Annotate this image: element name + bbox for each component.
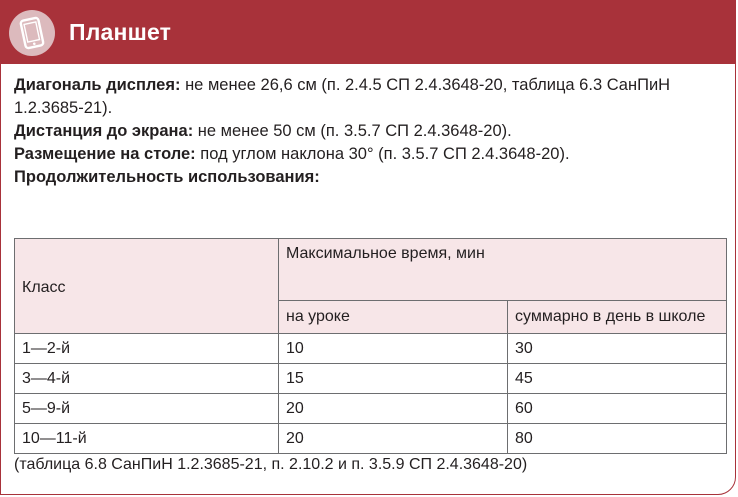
card-content [1,64,735,189]
diagonal-line [14,74,735,120]
duration-table [14,238,727,454]
table-row [15,364,727,394]
table-row [15,394,727,424]
card-title: Планшет [69,19,172,45]
distance-line [14,120,735,143]
cell-class: 5—9-й [15,394,279,424]
cell-lesson: 20 [279,424,508,454]
header-day: суммарно в день в школе [508,301,727,334]
cell-day: 30 [508,334,727,364]
distance-text: не менее 50 см (п. 3.5.7 СП 2.4.3648-20). [193,122,512,140]
cell-lesson: 10 [279,334,508,364]
header-class: Класс [15,239,279,334]
distance-label: Дистанция до экрана: [14,122,194,140]
cell-day: 60 [508,394,727,424]
footnote: (таблица 6.8 СанПиН 1.2.3685-21, п. 2.10.2 и п. 3.5.9 СП 2.4.3648-20) [14,456,528,473]
cell-class: 3—4-й [15,364,279,394]
duration-label: Продолжительность использования: [14,168,320,186]
cell-day: 45 [508,364,727,394]
cell-lesson: 15 [279,364,508,394]
table-header-row [15,239,727,301]
placement-text: под углом наклона 30° (п. 3.5.7 СП 2.4.3648-20). [195,145,570,163]
placement-label: Размещение на столе: [14,145,196,163]
diagonal-label: Диагональ дисплея: [14,76,181,94]
header-lesson: на уроке [279,301,508,334]
table-row [15,424,727,454]
cell-day: 80 [508,424,727,454]
duration-heading [14,166,735,189]
diagonal-text: не менее 26,6 см (п. 2.4.5 СП 2.4.3648-20, таблица 6.3 СанПиН 1.2.3685-21). [14,76,671,117]
placement-line [14,143,735,166]
tablet-icon [9,10,55,56]
table-row [15,334,727,364]
cell-lesson: 20 [279,394,508,424]
header-max-time: Максимальное время, мин [279,239,727,301]
card-header [1,1,735,64]
cell-class: 10—11-й [15,424,279,454]
cell-class: 1—2-й [15,334,279,364]
